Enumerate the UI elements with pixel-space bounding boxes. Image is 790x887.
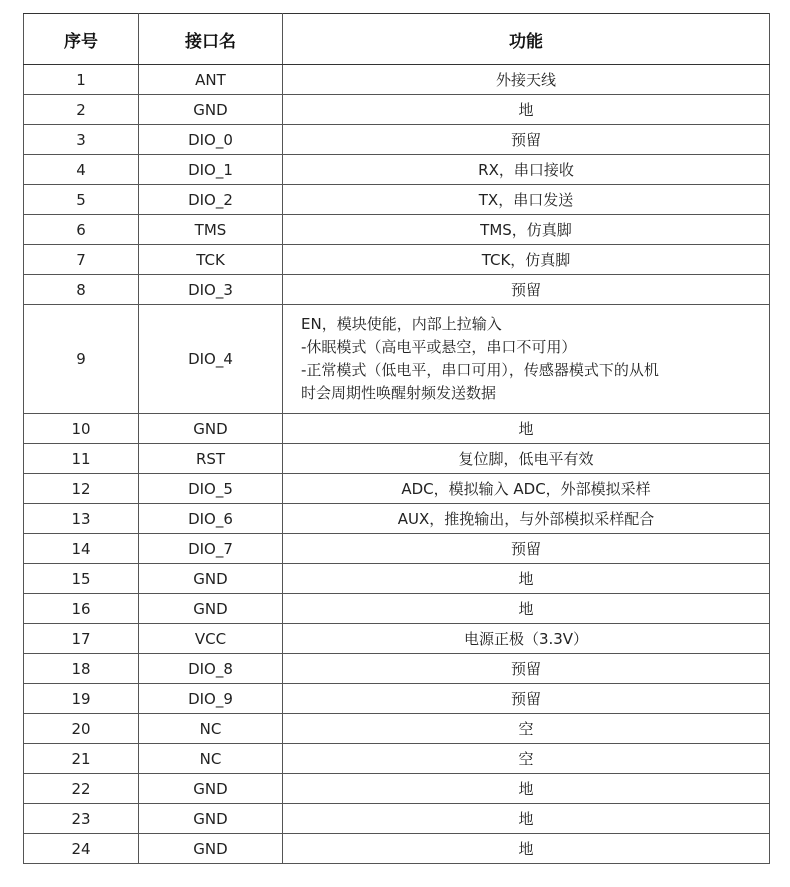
- cell-serial-number: 20: [24, 714, 139, 744]
- cell-interface-name: GND: [139, 414, 283, 444]
- table-row: [24, 95, 770, 125]
- table-row: [24, 414, 770, 444]
- pin-definition-table: [23, 13, 770, 864]
- cell-interface-name: GND: [139, 95, 283, 125]
- table-row: [24, 305, 770, 414]
- cell-interface-name: NC: [139, 744, 283, 774]
- cell-serial-number: 18: [24, 654, 139, 684]
- cell-function: 预留: [283, 125, 770, 155]
- cell-serial-number: 3: [24, 125, 139, 155]
- table-row: [24, 65, 770, 95]
- cell-serial-number: 22: [24, 774, 139, 804]
- cell-interface-name: DIO_2: [139, 185, 283, 215]
- cell-serial-number: 1: [24, 65, 139, 95]
- cell-function: 外接天线: [283, 65, 770, 95]
- table-row: [24, 474, 770, 504]
- cell-interface-name: GND: [139, 834, 283, 864]
- cell-function: 预留: [283, 654, 770, 684]
- header-row: [24, 14, 770, 65]
- table-body: [24, 65, 770, 864]
- header-serial-number: 序号: [24, 14, 139, 65]
- cell-serial-number: 15: [24, 564, 139, 594]
- table-row: [24, 564, 770, 594]
- cell-interface-name: TMS: [139, 215, 283, 245]
- cell-serial-number: 14: [24, 534, 139, 564]
- table-row: [24, 714, 770, 744]
- function-line: -正常模式（低电平，串口可用），传感器模式下的从机: [301, 361, 659, 379]
- table-row: [24, 834, 770, 864]
- cell-interface-name: RST: [139, 444, 283, 474]
- table-row: [24, 774, 770, 804]
- cell-interface-name: DIO_1: [139, 155, 283, 185]
- cell-function: TMS，仿真脚: [283, 215, 770, 245]
- cell-interface-name: ANT: [139, 65, 283, 95]
- cell-function: RX，串口接收: [283, 155, 770, 185]
- table-row: [24, 594, 770, 624]
- cell-serial-number: 9: [24, 305, 139, 414]
- function-line: EN，模块使能，内部上拉输入: [301, 315, 502, 333]
- cell-serial-number: 4: [24, 155, 139, 185]
- cell-interface-name: DIO_4: [139, 305, 283, 414]
- header-function: 功能: [283, 14, 770, 65]
- table-row: [24, 744, 770, 774]
- cell-function: 地: [283, 834, 770, 864]
- cell-serial-number: 21: [24, 744, 139, 774]
- cell-serial-number: 10: [24, 414, 139, 444]
- cell-function: 预留: [283, 684, 770, 714]
- cell-serial-number: 7: [24, 245, 139, 275]
- cell-serial-number: 6: [24, 215, 139, 245]
- cell-interface-name: GND: [139, 564, 283, 594]
- table-row: [24, 155, 770, 185]
- table-row: [24, 444, 770, 474]
- table-row: [24, 125, 770, 155]
- table-header: [24, 14, 770, 65]
- function-line: -休眠模式（高电平或悬空，串口不可用）: [301, 338, 577, 356]
- cell-function: 复位脚，低电平有效: [283, 444, 770, 474]
- table-row: [24, 504, 770, 534]
- cell-interface-name: GND: [139, 774, 283, 804]
- table-row: [24, 245, 770, 275]
- header-interface-name: 接口名: [139, 14, 283, 65]
- cell-interface-name: TCK: [139, 245, 283, 275]
- cell-serial-number: 16: [24, 594, 139, 624]
- cell-interface-name: DIO_6: [139, 504, 283, 534]
- cell-interface-name: DIO_0: [139, 125, 283, 155]
- table-row: [24, 654, 770, 684]
- cell-function: ADC，模拟输入 ADC，外部模拟采样: [283, 474, 770, 504]
- cell-serial-number: 19: [24, 684, 139, 714]
- cell-function: 电源正极（3.3V）: [283, 624, 770, 654]
- cell-function: 空: [283, 744, 770, 774]
- cell-interface-name: GND: [139, 804, 283, 834]
- cell-function: 空: [283, 714, 770, 744]
- table-row: [24, 185, 770, 215]
- cell-serial-number: 23: [24, 804, 139, 834]
- cell-function: AUX，推挽输出，与外部模拟采样配合: [283, 504, 770, 534]
- cell-serial-number: 11: [24, 444, 139, 474]
- table-row: [24, 624, 770, 654]
- cell-interface-name: DIO_3: [139, 275, 283, 305]
- table-row: [24, 804, 770, 834]
- table-row: [24, 215, 770, 245]
- cell-serial-number: 8: [24, 275, 139, 305]
- cell-function: 地: [283, 564, 770, 594]
- table-row: [24, 684, 770, 714]
- cell-function: 地: [283, 414, 770, 444]
- cell-interface-name: DIO_7: [139, 534, 283, 564]
- cell-interface-name: DIO_9: [139, 684, 283, 714]
- cell-function: [283, 305, 770, 414]
- cell-function: 地: [283, 594, 770, 624]
- cell-function: 地: [283, 774, 770, 804]
- cell-interface-name: GND: [139, 594, 283, 624]
- cell-function: 地: [283, 804, 770, 834]
- cell-interface-name: DIO_8: [139, 654, 283, 684]
- cell-interface-name: VCC: [139, 624, 283, 654]
- cell-serial-number: 2: [24, 95, 139, 125]
- table-row: [24, 534, 770, 564]
- table-row: [24, 275, 770, 305]
- cell-serial-number: 12: [24, 474, 139, 504]
- cell-function: TX，串口发送: [283, 185, 770, 215]
- cell-function: TCK，仿真脚: [283, 245, 770, 275]
- cell-function: 预留: [283, 534, 770, 564]
- cell-serial-number: 24: [24, 834, 139, 864]
- cell-function: 地: [283, 95, 770, 125]
- cell-function: 预留: [283, 275, 770, 305]
- function-line: 时会周期性唤醒射频发送数据: [301, 384, 497, 402]
- cell-serial-number: 5: [24, 185, 139, 215]
- cell-serial-number: 17: [24, 624, 139, 654]
- cell-interface-name: DIO_5: [139, 474, 283, 504]
- cell-interface-name: NC: [139, 714, 283, 744]
- cell-serial-number: 13: [24, 504, 139, 534]
